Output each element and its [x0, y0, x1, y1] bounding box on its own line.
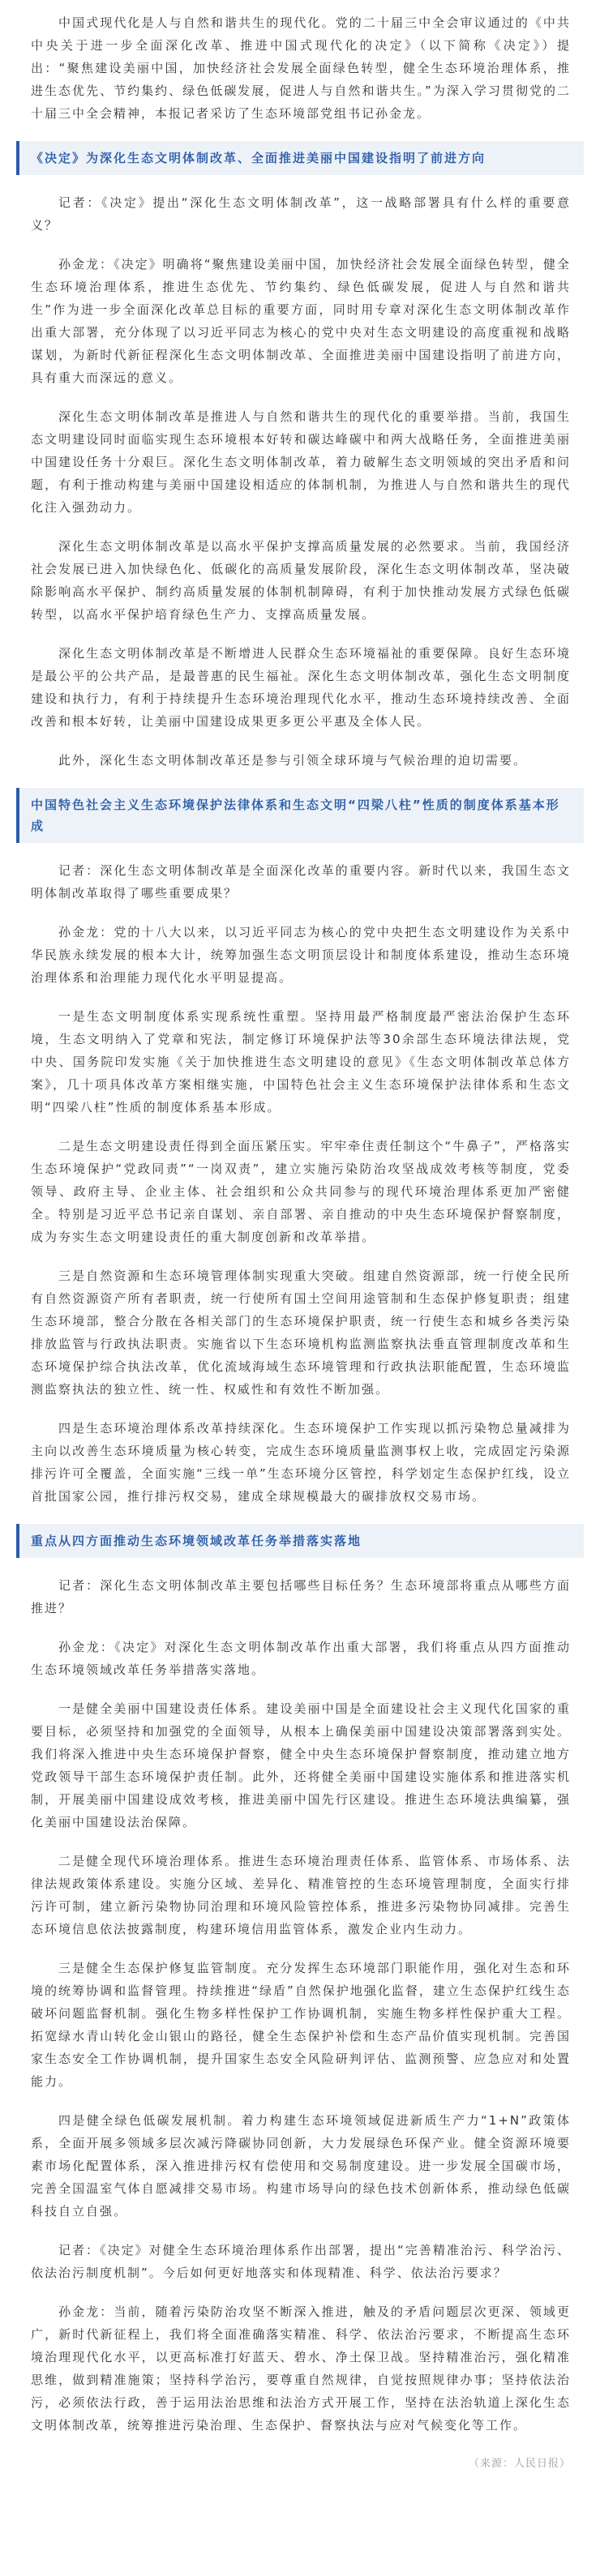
body-paragraph: 三是健全生态保护修复监管制度。充分发挥生态环境部门职能作用，强化对生态和环境的统筹协调和监督管理。持续推进“绿盾”自然保护地强化监督，建立生态保护红线生态破坏问题监督机制。强化生物多样性保护工作协调机制，实施生物多样性保护重大工程。拓宽绿水青山转化金山银山的路径，健全生态保护补偿和生态产品价值实现机制。完善国家生态安全工作协调机制，提升国家生态安全风险研判评估、监测预警、应急应对和处置能力。 [31, 1961, 571, 2089]
body-paragraph: 一是生态文明制度体系实现系统性重塑。坚持用最严格制度最严密法治保护生态环境，生态文明纳入了党章和宪法，制定修订环境保护法等30余部生态环境法律法规，党中央、国务院印发实施《关于加快推进生态文明建设的意见》《生态文明体制改革总体方案》，几十项具体改革方案相继实施，中国特色社会主义生态环境保护法律体系和生态文明“四梁八柱”性质的制度体系基本形成。 [31, 1009, 571, 1115]
body-paragraph: 三是自然资源和生态环境管理体制实现重大突破。组建自然资源部，统一行使全民所有自然资源资产所有者职责，统一行使所有国土空间用途管制和生态保护修复职责；组建生态环境部，整合分散在各相关部门的生态环境保护职责，统一行使生态和城乡各类污染排放监管与行政执法职责。实施省以下生态环境机构监测监察执法垂直管理制度改革和生态环境保护综合执法改革，优化流域海域生态环境管理和行政执法职能配置，生态环境监测监察执法的独立性、统一性、权威性和有效性不断加强。 [31, 1269, 571, 1397]
body-paragraph: 深化生态文明体制改革是推进人与自然和谐共生的现代化的重要举措。当前，我国生态文明建设同时面临实现生态环境根本好转和碳达峰碳中和两大战略任务，全面推进美丽中国建设任务十分艰巨。深化生态文明体制改革，着力破解生态文明领域的突出矛盾和问题，有利于推动构建与美丽中国建设相适应的体制机制，为推进人与自然和谐共生的现代化注入强劲动力。 [31, 409, 571, 515]
body-paragraph: 四是健全绿色低碳发展机制。着力构建生态环境领域促进新质生产力“1+N”政策体系，全面开展多领域多层次减污降碳协同创新，大力发展绿色环保产业。健全资源环境要素市场化配置体系，深入推进排污权有偿使用和交易制度建设。进一步发展全国碳市场，完善全国温室气体自愿减排交易市场。构建市场导向的绿色技术创新体系，推动绿色低碳科技自立自强。 [31, 2113, 571, 2219]
body-paragraph: 深化生态文明体制改革是以高水平保护支撑高质量发展的必然要求。当前，我国经济社会发展已进入加快绿色化、低碳化的高质量发展阶段，深化生态文明体制改革，坚决破除影响高水平保护、制约高质量发展的体制机制障碍，有利于加快推动发展方式绿色低碳转型，以高水平保护培育绿色生产力、支撑高质量发展。 [31, 539, 571, 622]
source-credit: （来源：人民日报） [468, 2458, 571, 2470]
body-paragraph: 二是生态文明建设责任得到全面压紧压实。牢牢牵住责任制这个“牛鼻子”，严格落实生态环境保护“党政同责”“一岗双责”，建立实施污染防治攻坚战成效考核等制度，党委领导、政府主导、企业主体、社会组织和公众共同参与的现代环境治理体系更加严密健全。特别是习近平总书记亲自谋划、亲自部署、亲自推动的中央生态环境保护督察制度，成为夯实生态文明建设责任的重大制度创新和改革举措。 [31, 1139, 571, 1244]
section-heading: 重点从四方面推动生态环境领域改革任务举措落实落地 [16, 1524, 584, 1558]
interviewee-answer: 孙金龙：当前，随着污染防治攻坚不断深入推进，触及的矛盾问题层次更深、领域更广，新时代新征程上，我们将全面准确落实精准、科学、依法治污要求，不断提高生态环境治理现代化水平，以更高标准打好蓝天、碧水、净土保卫战。坚持精准治污，强化精准思维，做到精准施策；坚持科学治污，要尊重自然规律，自觉按照规律办事；坚持依法治污，必须依法行政，善于运用法治思维和法治方式开展工作，坚持在法治轨道上深化生态文明体制改革，统筹推进污染治理、生态保护、督察执法与应对气候变化等工作。 [31, 2304, 571, 2433]
body-paragraph: 二是健全现代环境治理体系。推进生态环境治理责任体系、监管体系、市场体系、法律法规政策体系建设。实施分区域、差异化、精准管控的生态环境管理制度，全面实行排污许可制，建立新污染物协同治理和环境风险管控体系，推进多污染物协同减排。完善生态环境信息依法披露制度，构建环境信用监管体系，激发企业内生动力。 [31, 1854, 571, 1936]
section-heading: 中国特色社会主义生态环境保护法律体系和生态文明“四梁八柱”性质的制度体系基本形成 [16, 788, 584, 843]
reporter-question: 记者：《决定》提出“深化生态文明体制改革”，这一战略部署具有什么样的重要意义？ [31, 195, 571, 233]
body-paragraph: 四是生态环境治理体系改革持续深化。生态环境保护工作实现以抓污染物总量减排为主向以改善生态环境质量为核心转变，完成生态环境质量监测事权上收，完成固定污染源排污许可全覆盖，全面实施“三线一单”生态环境分区管控，科学划定生态保护红线，设立首批国家公园，推行排污权交易，建成全球规模最大的碳排放权交易市场。 [31, 1421, 571, 1504]
section-heading: 《决定》为深化生态文明体制改革、全面推进美丽中国建设指明了前进方向 [16, 141, 584, 175]
body-paragraph: 深化生态文明体制改革是不断增进人民群众生态环境福祉的重要保障。良好生态环境是最公平的公共产品，是最普惠的民生福祉。深化生态文明体制改革，强化生态文明制度建设和执行力，有利于持续提升生态环境治理现代化水平，推动生态环境持续改善、全面改善和根本好转，让美丽中国建设成果更多更公平惠及全体人民。 [31, 646, 571, 729]
interviewee-answer: 孙金龙：《决定》明确将“聚焦建设美丽中国，加快经济社会发展全面绿色转型，健全生态环境治理体系，推进生态优先、节约集约、绿色低碳发展，促进人与自然和谐共生”作为进一步全面深化改革总目标的重要方面，同时用专章对深化生态文明体制改革作出重大部署，充分体现了以习近平同志为核心的党中央对生态文明建设的高度重视和战略谋划，为新时代新征程深化生态文明体制改革、全面推进美丽中国建设指明了前进方向，具有重大而深远的意义。 [31, 257, 571, 385]
interviewee-answer: 孙金龙：《决定》对深化生态文明体制改革作出重大部署，我们将重点从四方面推动生态环境领域改革任务举措落实落地。 [31, 1640, 571, 1677]
reporter-question: 记者：《决定》对健全生态环境治理体系作出部署，提出“完善精准治污、科学治污、依法治污制度机制”。今后如何更好地落实和体现精准、科学、依法治污要求？ [31, 2243, 571, 2280]
body-paragraph: 此外，深化生态文明体制改革还是参与引领全球环境与气候治理的迫切需要。 [58, 753, 528, 768]
reporter-question: 记者：深化生态文明体制改革主要包括哪些目标任务？生态环境部将重点从哪些方面推进？ [31, 1578, 571, 1615]
body-paragraph: 一是健全美丽中国建设责任体系。建设美丽中国是全面建设社会主义现代化国家的重要目标，必须坚持和加强党的全面领导，从根本上确保美丽中国建设决策部署落到实处。我们将深入推进中央生态环境保护督察，健全中央生态环境保护督察制度，推动建立地方党政领导干部生态环境保护责任制。此外，还将健全美丽中国建设实施体系和推进落实机制，开展美丽中国建设成效考核，推进美丽中国先行区建设。推进生态环境法典编纂，强化美丽中国建设法治保障。 [31, 1701, 571, 1829]
interviewee-answer: 孙金龙：党的十八大以来，以习近平同志为核心的党中央把生态文明建设作为关系中华民族永续发展的根本大计，统筹加强生态文明顶层设计和制度体系建设，推动生态环境治理体系和治理能力现代化水平明显提高。 [31, 925, 571, 985]
intro-paragraph: 中国式现代化是人与自然和谐共生的现代化。党的二十届三中全会审议通过的《中共中央关于进一步全面深化改革、推进中国式现代化的决定》（以下简称《决定》）提出：“聚焦建设美丽中国，加快经济社会发展全面绿色转型，健全生态环境治理体系，推进生态优先、节约集约、绿色低碳发展，促进人与自然和谐共生。”为深入学习贯彻党的二十届三中全会精神，本报记者采访了生态环境部党组书记孙金龙。 [31, 15, 571, 121]
reporter-question: 记者：深化生态文明体制改革是全面深化改革的重要内容。新时代以来，我国生态文明体制改革取得了哪些重要成果？ [31, 863, 571, 901]
